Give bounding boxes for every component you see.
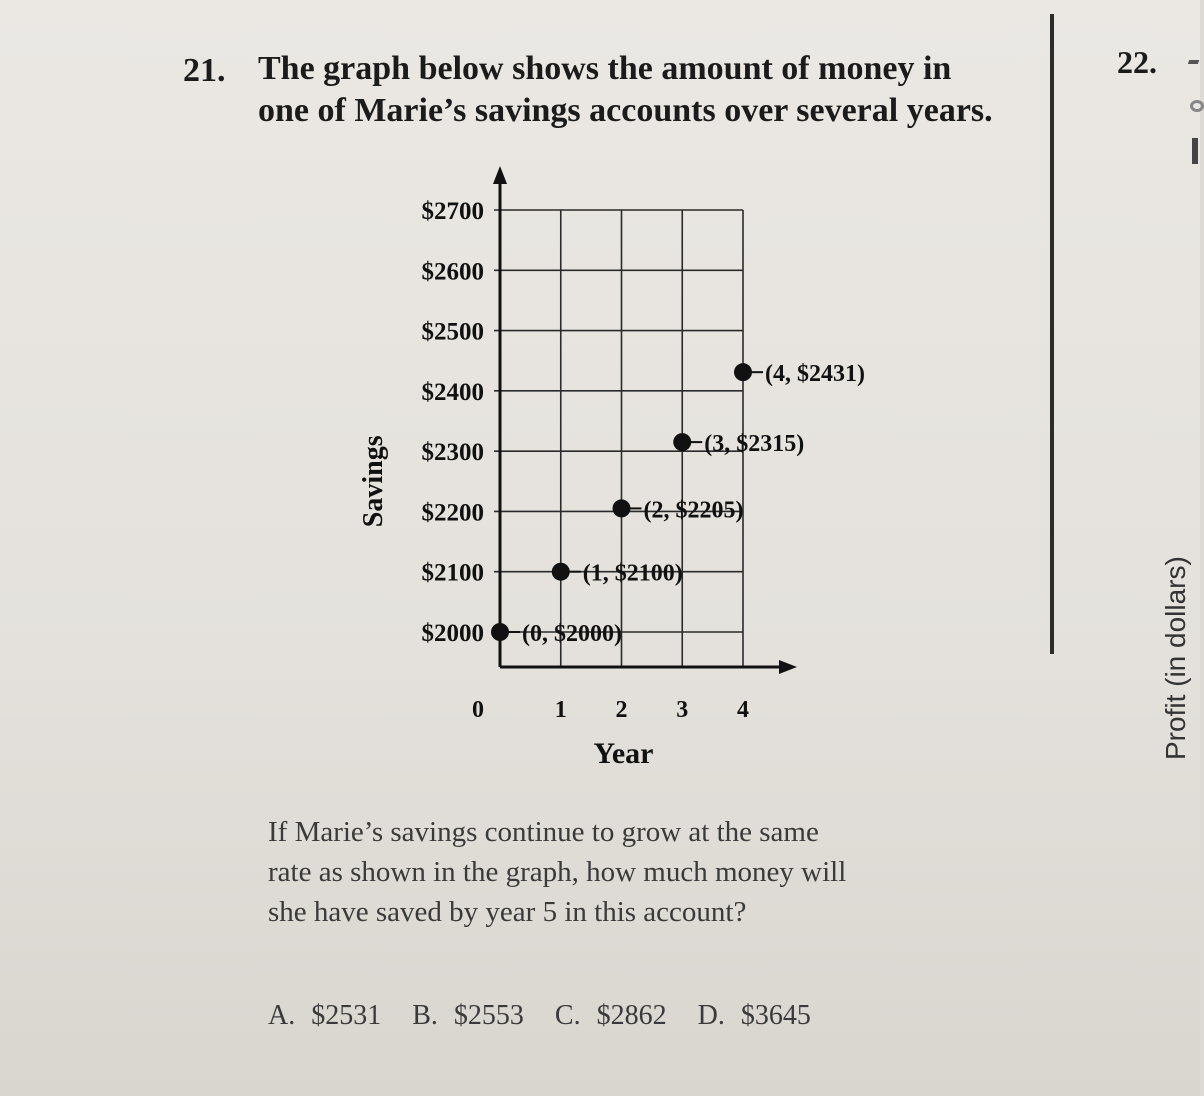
answer-choice-d[interactable] bbox=[698, 1000, 811, 1031]
y-tick-label: $2400 bbox=[421, 378, 484, 406]
x-tick-label: 0 bbox=[472, 697, 484, 723]
choice-letter: D. bbox=[697, 1000, 725, 1031]
data-point bbox=[734, 363, 752, 381]
next-question-axis-label: Profit (in dollars) bbox=[1160, 556, 1191, 760]
choice-value: $3645 bbox=[740, 1000, 811, 1031]
column-divider bbox=[1050, 14, 1054, 654]
x-tick-label: 3 bbox=[676, 697, 689, 723]
cropped-text-fragment bbox=[1190, 100, 1204, 112]
choice-value: $2553 bbox=[453, 1000, 524, 1031]
data-label: (3, $2315) bbox=[704, 431, 805, 458]
cropped-text-fragment bbox=[1183, 60, 1200, 78]
data-label: (1, $2100) bbox=[582, 560, 683, 587]
x-tick-label: 1 bbox=[554, 697, 567, 723]
answer-choice-a[interactable] bbox=[268, 1000, 381, 1031]
question-text-line-2: one of Marie’s savings accounts over several years. bbox=[258, 92, 993, 129]
y-tick-label: $2000 bbox=[421, 620, 484, 647]
prompt-line: rate as shown in the graph, how much money will bbox=[268, 856, 847, 888]
y-tick-label: $2700 bbox=[421, 198, 484, 225]
question-text-line-1: The graph below shows the amount of money in bbox=[258, 50, 952, 87]
choice-value: $2531 bbox=[311, 1000, 382, 1031]
choice-value: $2862 bbox=[596, 1000, 667, 1031]
choice-letter: A. bbox=[268, 1000, 296, 1031]
x-tick-label: 4 bbox=[737, 697, 749, 723]
y-tick-label: $2200 bbox=[421, 499, 484, 527]
y-tick-label: $2300 bbox=[421, 439, 484, 467]
data-point bbox=[613, 499, 631, 517]
question-prompt bbox=[268, 812, 846, 932]
data-point bbox=[552, 563, 570, 581]
next-question-number: 22. bbox=[1117, 44, 1157, 80]
cropped-text-fragment bbox=[1192, 138, 1198, 164]
prompt-line: she have saved by year 5 in this account? bbox=[268, 896, 747, 928]
data-label: (0, $2000) bbox=[522, 621, 622, 647]
choice-letter: B. bbox=[412, 1000, 438, 1031]
question-number: 21. bbox=[183, 52, 226, 89]
y-tick-label: $2600 bbox=[421, 258, 484, 286]
choice-letter: C. bbox=[554, 1000, 581, 1031]
answer-choice-c[interactable] bbox=[555, 1000, 667, 1031]
y-axis-arrow bbox=[493, 166, 507, 184]
prompt-line: If Marie’s savings continue to grow at the same bbox=[268, 816, 819, 848]
y-tick-label: $2500 bbox=[421, 318, 484, 346]
x-tick-label: 2 bbox=[615, 697, 628, 723]
savings-chart bbox=[340, 160, 865, 800]
answer-choices bbox=[268, 1000, 835, 1032]
y-axis-title: Savings bbox=[358, 435, 389, 528]
data-label: (2, $2205) bbox=[643, 497, 744, 524]
data-label: (4, $2431) bbox=[765, 361, 865, 388]
y-tick-label: $2100 bbox=[421, 559, 484, 587]
data-point bbox=[491, 623, 509, 641]
x-axis-title: Year bbox=[593, 737, 654, 770]
answer-choice-b[interactable] bbox=[412, 1000, 524, 1031]
x-axis-arrow bbox=[779, 660, 797, 674]
data-point bbox=[673, 433, 691, 451]
